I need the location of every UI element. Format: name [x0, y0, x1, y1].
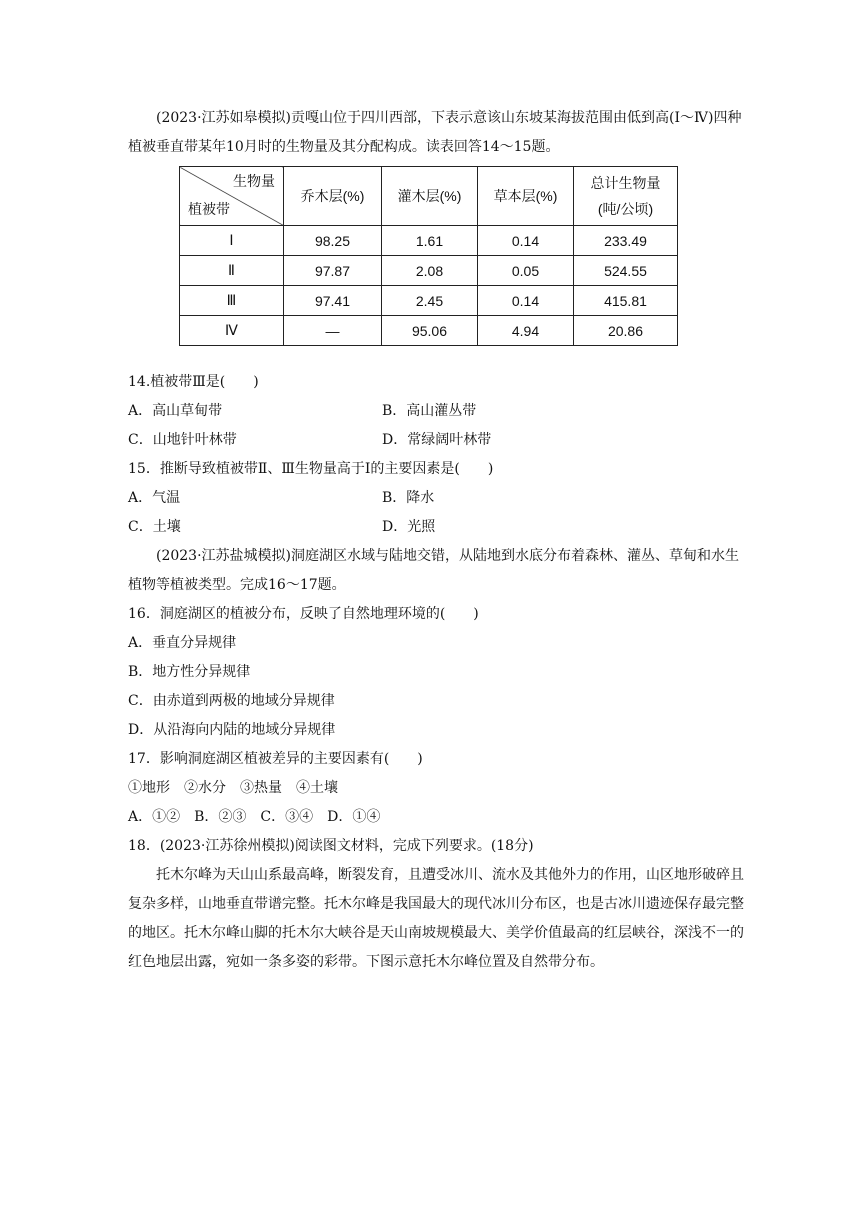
q15-option-a: A．气温	[128, 490, 181, 506]
cell-herb: 0.05	[478, 256, 574, 286]
q15-option-c: C．土壤	[128, 519, 181, 535]
q14-option-d: D．常绿阔叶林带	[382, 432, 492, 448]
cell-shrub: 95.06	[382, 316, 478, 346]
corner-bottom-label: 植被带	[188, 201, 230, 217]
q15-option-b: B．降水	[382, 490, 435, 506]
q15-option-d: D．光照	[382, 519, 436, 535]
col-header-total	[574, 167, 678, 226]
cell-shrub: 2.45	[382, 286, 478, 316]
q15-options-row1	[128, 484, 748, 513]
cell-total: 233.49	[574, 226, 678, 256]
q14-options-row2	[128, 426, 748, 455]
q16-option-c: C．由赤道到两极的地域分异规律	[128, 693, 335, 709]
cell-shrub: 2.08	[382, 256, 478, 286]
q16-option-d: D．从沿海向内陆的地域分异规律	[128, 722, 336, 738]
q17-stem: 17．影响洞庭湖区植被差异的主要因素有( )	[128, 751, 423, 767]
q16-option-a: A．垂直分异规律	[128, 635, 237, 651]
table-row	[180, 256, 678, 286]
total-header-line2: (吨/公顷)	[597, 201, 654, 217]
cell-total: 20.86	[574, 316, 678, 346]
q16-option-b: B．地方性分异规律	[128, 664, 251, 680]
row-band: Ⅰ	[180, 226, 284, 256]
row-band: Ⅲ	[180, 286, 284, 316]
q14-option-c: C．山地针叶林带	[128, 432, 237, 448]
corner-top-label: 生物量	[233, 173, 275, 189]
col-header-shrub: 灌木层(%)	[382, 167, 478, 226]
q14-stem: 14.植被带Ⅲ是( )	[128, 374, 259, 390]
q18-material: 托木尔峰为天山山系最高峰，断裂发育，且遭受冰川、流水及其他外力的作用，山区地形破碎且复杂多样，山地垂直带谱完整。托木尔峰是我国最大的现代冰川分布区，也是古冰川遗迹保存最完整的地区。托木尔峰山脚的托木尔大峡谷是天山南坡规模最大、美学价值最高的红层峡谷，深浅不一的红色地层出露，宛如一条多姿的彩带。下图示意托木尔峰位置及自然带分布。	[128, 867, 744, 970]
row-band: Ⅳ	[180, 316, 284, 346]
col-header-tree: 乔木层(%)	[284, 167, 382, 226]
table-header-row	[180, 167, 678, 226]
q15-options-row2	[128, 513, 748, 542]
intro-16-17: (2023·江苏盐城模拟)洞庭湖区水域与陆地交错，从陆地到水底分布着森林、灌丛、草甸和水生植物等植被类型。完成16～17题。	[128, 548, 740, 593]
cell-herb: 4.94	[478, 316, 574, 346]
cell-herb: 0.14	[478, 286, 574, 316]
q16-stem: 16．洞庭湖区的植被分布，反映了自然地理环境的( )	[128, 606, 479, 622]
total-header-line1: 总计生物量	[590, 175, 661, 191]
cell-tree: 97.87	[284, 256, 382, 286]
cell-total: 415.81	[574, 286, 678, 316]
q15-stem: 15．推断导致植被带Ⅱ、Ⅲ生物量高于Ⅰ的主要因素是( )	[128, 461, 494, 477]
q14-option-a: A．高山草甸带	[128, 403, 223, 419]
q18-stem: 18．(2023·江苏徐州模拟)阅读图文材料，完成下列要求。(18分)	[128, 838, 534, 854]
intro-14-15: (2023·江苏如皋模拟)贡嘎山位于四川西部，下表示意该山东坡某海拔范围由低到高(Ⅰ～Ⅳ)四种植被垂直带某年10月时的生物量及其分配构成。读表回答14～15题。	[128, 110, 742, 155]
cell-shrub: 1.61	[382, 226, 478, 256]
biomass-table	[179, 166, 678, 346]
q17-options: A．①② B．②③ C．③④ D．①④	[128, 809, 381, 825]
cell-tree: 97.41	[284, 286, 382, 316]
table-row	[180, 226, 678, 256]
col-header-herb: 草本层(%)	[478, 167, 574, 226]
q14-options-row1	[128, 397, 748, 426]
cell-total: 524.55	[574, 256, 678, 286]
table-row	[180, 316, 678, 346]
table-row	[180, 286, 678, 316]
exam-page	[128, 104, 748, 977]
cell-tree: —	[284, 316, 382, 346]
cell-tree: 98.25	[284, 226, 382, 256]
q14-option-b: B．高山灌丛带	[382, 403, 477, 419]
row-band: Ⅱ	[180, 256, 284, 286]
table-corner-cell	[180, 167, 284, 226]
q17-factors: ①地形 ②水分 ③热量 ④土壤	[128, 780, 338, 796]
cell-herb: 0.14	[478, 226, 574, 256]
